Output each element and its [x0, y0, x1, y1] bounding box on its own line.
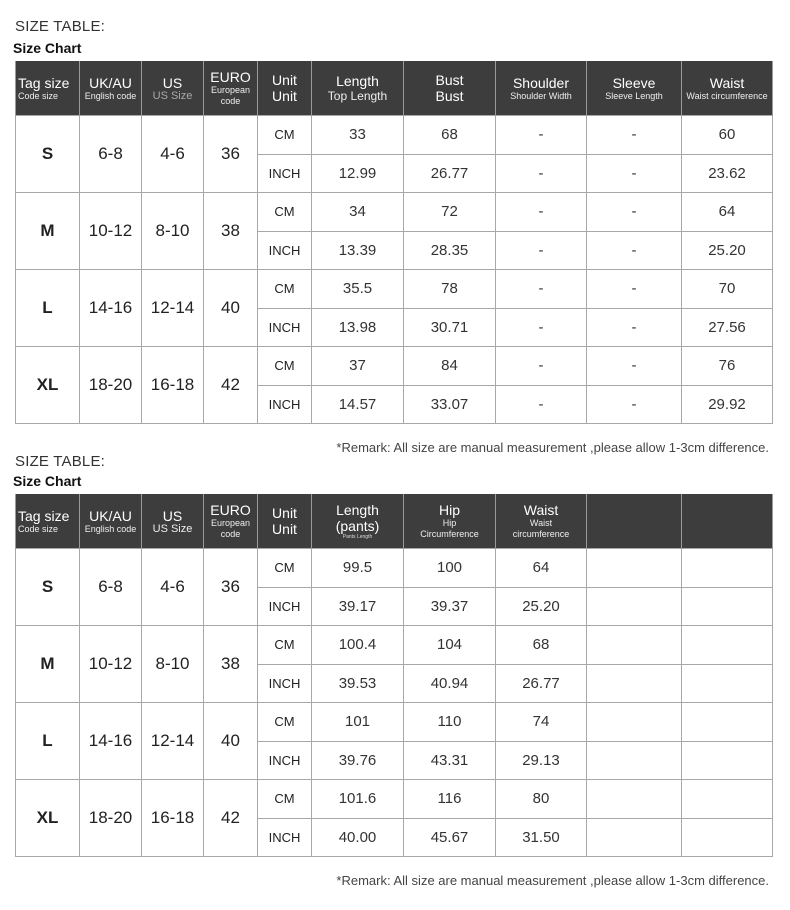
section-subtitle: Size Chart — [13, 473, 82, 489]
waist-cell: 80 — [496, 780, 587, 819]
us-code: 12-14 — [142, 703, 204, 780]
us-code: 8-10 — [142, 193, 204, 270]
uk-au-code: 18-20 — [80, 347, 142, 424]
waist-cell: 68 — [496, 626, 587, 665]
header-shoulder: Shoulder Shoulder Width — [496, 61, 587, 116]
waist-cell: 60 — [682, 116, 773, 155]
shoulder-cell: - — [496, 347, 587, 386]
sleeve-cell: - — [587, 193, 682, 232]
waist-cell: 27.56 — [682, 308, 773, 347]
header-unit: Unit Unit — [258, 61, 312, 116]
empty-cell — [682, 741, 773, 780]
shoulder-cell: - — [496, 385, 587, 424]
table-row — [16, 703, 773, 742]
size-label: S — [16, 116, 80, 193]
header-length-pants: Length (pants) Pants Length — [312, 494, 404, 549]
waist-cell: 29.13 — [496, 741, 587, 780]
bust-cell: 84 — [404, 347, 496, 386]
unit-cell: CM — [258, 780, 312, 819]
bust-cell: 68 — [404, 116, 496, 155]
size-label: L — [16, 703, 80, 780]
length-cell: 14.57 — [312, 385, 404, 424]
unit-cell: INCH — [258, 587, 312, 626]
empty-cell — [682, 664, 773, 703]
header-bust: Bust Bust — [404, 61, 496, 116]
header-uk-au: UK/AU English code — [80, 61, 142, 116]
unit-cell: CM — [258, 626, 312, 665]
waist-cell: 29.92 — [682, 385, 773, 424]
euro-code: 42 — [204, 347, 258, 424]
length-cell: 100.4 — [312, 626, 404, 665]
hip-cell: 104 — [404, 626, 496, 665]
unit-cell: CM — [258, 116, 312, 155]
bust-cell: 72 — [404, 193, 496, 232]
header-sleeve: Sleeve Sleeve Length — [587, 61, 682, 116]
empty-cell — [587, 664, 682, 703]
table-row — [16, 193, 773, 232]
length-cell: 101.6 — [312, 780, 404, 819]
uk-au-code: 18-20 — [80, 780, 142, 857]
euro-code: 36 — [204, 116, 258, 193]
uk-au-code: 6-8 — [80, 549, 142, 626]
length-cell: 13.39 — [312, 231, 404, 270]
waist-cell: 31.50 — [496, 818, 587, 857]
hip-cell: 100 — [404, 549, 496, 588]
size-label: XL — [16, 347, 80, 424]
unit-cell: CM — [258, 270, 312, 309]
header-tag-size: Tag size Code size — [16, 494, 80, 549]
size-label: M — [16, 626, 80, 703]
sleeve-cell: - — [587, 116, 682, 155]
size-label: M — [16, 193, 80, 270]
shoulder-cell: - — [496, 270, 587, 309]
header-euro: EURO European code — [204, 61, 258, 116]
bottom-size-table — [15, 494, 773, 857]
sleeve-cell: - — [587, 385, 682, 424]
header-empty — [682, 494, 773, 549]
empty-cell — [682, 626, 773, 665]
bust-cell: 30.71 — [404, 308, 496, 347]
length-cell: 39.53 — [312, 664, 404, 703]
waist-cell: 76 — [682, 347, 773, 386]
sleeve-cell: - — [587, 270, 682, 309]
euro-code: 40 — [204, 703, 258, 780]
table-row — [16, 780, 773, 819]
empty-cell — [587, 818, 682, 857]
hip-cell: 116 — [404, 780, 496, 819]
unit-cell: INCH — [258, 818, 312, 857]
header-waist: Waist Waist circumference — [496, 494, 587, 549]
header-hip: Hip Hip Circumference — [404, 494, 496, 549]
waist-cell: 70 — [682, 270, 773, 309]
sleeve-cell: - — [587, 347, 682, 386]
bust-cell: 26.77 — [404, 154, 496, 193]
us-code: 16-18 — [142, 780, 204, 857]
waist-cell: 25.20 — [496, 587, 587, 626]
uk-au-code: 10-12 — [80, 626, 142, 703]
shoulder-cell: - — [496, 231, 587, 270]
us-code: 8-10 — [142, 626, 204, 703]
length-cell: 12.99 — [312, 154, 404, 193]
table-row — [16, 270, 773, 309]
header-uk-au: UK/AU English code — [80, 494, 142, 549]
us-code: 12-14 — [142, 270, 204, 347]
header-length: Length Top Length — [312, 61, 404, 116]
size-label: L — [16, 270, 80, 347]
unit-cell: INCH — [258, 664, 312, 703]
waist-cell: 26.77 — [496, 664, 587, 703]
length-cell: 39.17 — [312, 587, 404, 626]
euro-code: 42 — [204, 780, 258, 857]
us-code: 4-6 — [142, 116, 204, 193]
empty-cell — [682, 703, 773, 742]
euro-code: 38 — [204, 626, 258, 703]
section-subtitle: Size Chart — [13, 40, 82, 56]
table-header-row — [16, 61, 773, 116]
shoulder-cell: - — [496, 193, 587, 232]
header-empty — [587, 494, 682, 549]
hip-cell: 43.31 — [404, 741, 496, 780]
sleeve-cell: - — [587, 308, 682, 347]
waist-cell: 25.20 — [682, 231, 773, 270]
empty-cell — [682, 780, 773, 819]
length-cell: 35.5 — [312, 270, 404, 309]
euro-code: 40 — [204, 270, 258, 347]
header-euro: EURO European code — [204, 494, 258, 549]
uk-au-code: 10-12 — [80, 193, 142, 270]
empty-cell — [587, 587, 682, 626]
remark-text: *Remark: All size are manual measurement ,please allow 1-3cm difference. — [336, 873, 769, 888]
empty-cell — [587, 549, 682, 588]
length-cell: 101 — [312, 703, 404, 742]
unit-cell: CM — [258, 193, 312, 232]
shoulder-cell: - — [496, 308, 587, 347]
section-title: SIZE TABLE: — [15, 453, 106, 470]
waist-cell: 74 — [496, 703, 587, 742]
header-tag-size: Tag size Code size — [16, 61, 80, 116]
hip-cell: 40.94 — [404, 664, 496, 703]
empty-cell — [587, 741, 682, 780]
hip-cell: 45.67 — [404, 818, 496, 857]
header-us: US US Size — [142, 61, 204, 116]
length-cell: 99.5 — [312, 549, 404, 588]
length-cell: 13.98 — [312, 308, 404, 347]
section-title: SIZE TABLE: — [15, 18, 106, 35]
shoulder-cell: - — [496, 154, 587, 193]
hip-cell: 39.37 — [404, 587, 496, 626]
us-code: 4-6 — [142, 549, 204, 626]
empty-cell — [587, 703, 682, 742]
empty-cell — [682, 549, 773, 588]
table-row — [16, 116, 773, 155]
table-row — [16, 347, 773, 386]
waist-cell: 64 — [496, 549, 587, 588]
shoulder-cell: - — [496, 116, 587, 155]
unit-cell: CM — [258, 703, 312, 742]
header-us: US US Size — [142, 494, 204, 549]
size-label: S — [16, 549, 80, 626]
remark-text: *Remark: All size are manual measurement ,please allow 1-3cm difference. — [336, 440, 769, 455]
top-size-table — [15, 61, 773, 424]
table-row — [16, 626, 773, 665]
bust-cell: 28.35 — [404, 231, 496, 270]
table-header-row — [16, 494, 773, 549]
hip-cell: 110 — [404, 703, 496, 742]
unit-cell: INCH — [258, 231, 312, 270]
waist-cell: 23.62 — [682, 154, 773, 193]
empty-cell — [682, 587, 773, 626]
unit-cell: INCH — [258, 154, 312, 193]
size-label: XL — [16, 780, 80, 857]
empty-cell — [682, 818, 773, 857]
unit-cell: INCH — [258, 385, 312, 424]
bust-cell: 33.07 — [404, 385, 496, 424]
header-unit: Unit Unit — [258, 494, 312, 549]
header-waist: Waist Waist circumference — [682, 61, 773, 116]
euro-code: 38 — [204, 193, 258, 270]
length-cell: 33 — [312, 116, 404, 155]
sleeve-cell: - — [587, 231, 682, 270]
waist-cell: 64 — [682, 193, 773, 232]
length-cell: 34 — [312, 193, 404, 232]
length-cell: 37 — [312, 347, 404, 386]
uk-au-code: 14-16 — [80, 703, 142, 780]
length-cell: 39.76 — [312, 741, 404, 780]
unit-cell: CM — [258, 549, 312, 588]
unit-cell: INCH — [258, 741, 312, 780]
bust-cell: 78 — [404, 270, 496, 309]
us-code: 16-18 — [142, 347, 204, 424]
empty-cell — [587, 780, 682, 819]
uk-au-code: 6-8 — [80, 116, 142, 193]
sleeve-cell: - — [587, 154, 682, 193]
length-cell: 40.00 — [312, 818, 404, 857]
unit-cell: INCH — [258, 308, 312, 347]
uk-au-code: 14-16 — [80, 270, 142, 347]
table-row — [16, 549, 773, 588]
empty-cell — [587, 626, 682, 665]
euro-code: 36 — [204, 549, 258, 626]
unit-cell: CM — [258, 347, 312, 386]
